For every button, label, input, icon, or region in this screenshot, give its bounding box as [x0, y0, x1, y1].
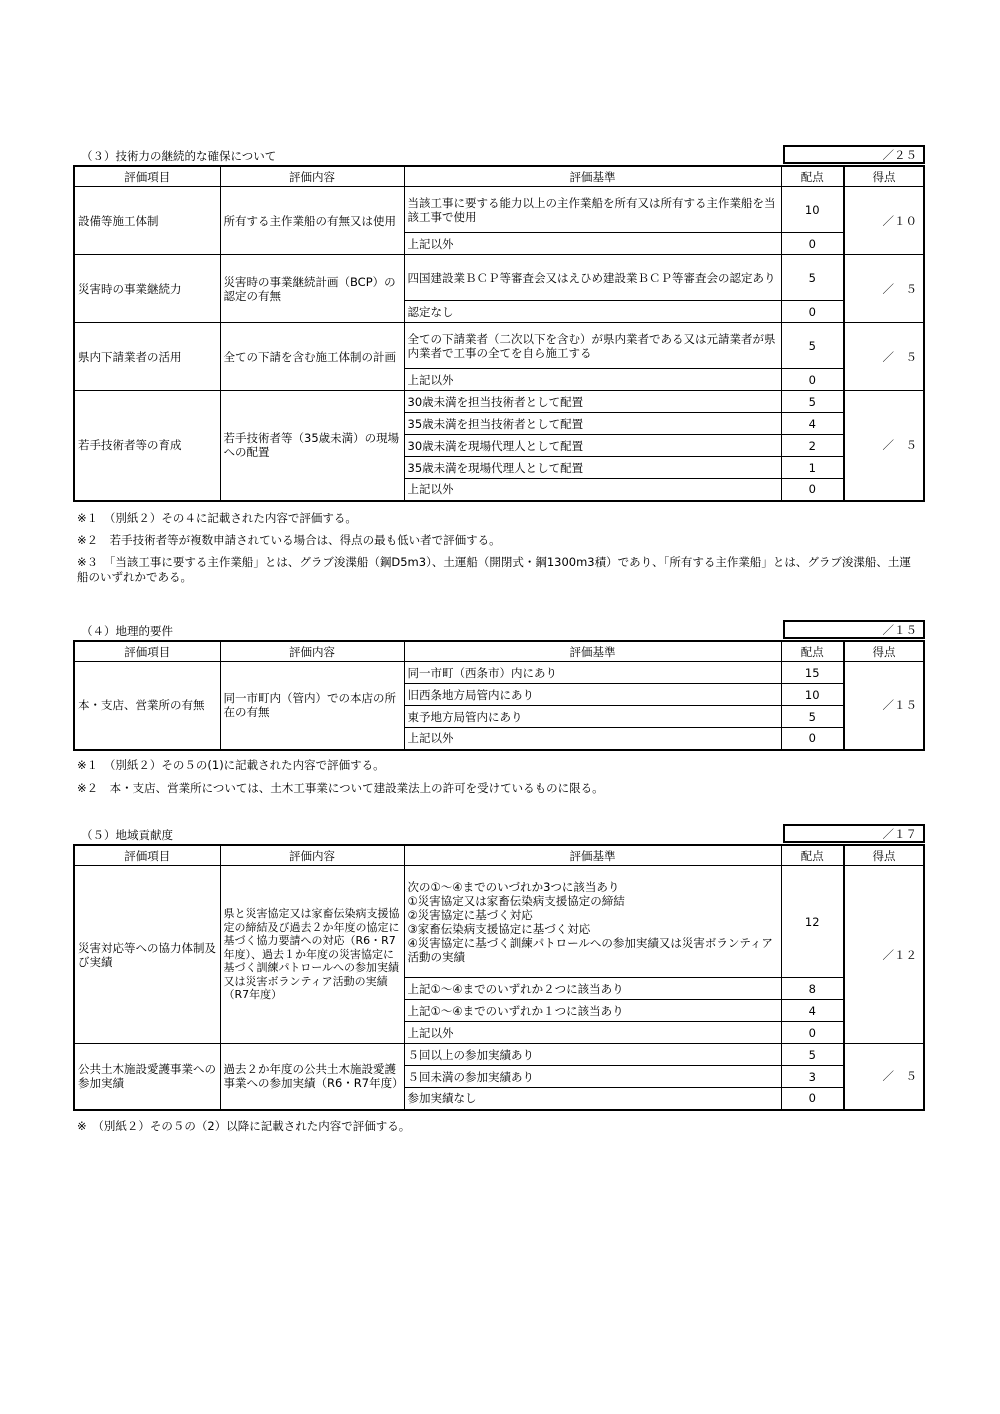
section-5-header	[73, 824, 925, 844]
header-item: 評価項目	[74, 641, 220, 662]
note: ※２ 本・支店、営業所については、土木工事業について建設業法上の許可を受けているものに限る。	[77, 781, 604, 795]
header-score: 得点	[844, 845, 924, 866]
section-4	[73, 620, 925, 751]
content-cell: 若手技術者等（35歳未満）の現場への配置	[220, 391, 404, 501]
evaluation-table	[73, 165, 925, 502]
criteria-cell: 東予地方局管内にあり	[404, 706, 781, 728]
points-cell: 5	[781, 323, 844, 369]
points-cell: 0	[781, 728, 844, 750]
section-5	[73, 824, 925, 1111]
points-cell: 10	[781, 187, 844, 233]
score-cell: ／１２	[844, 866, 924, 1044]
points-cell: 12	[781, 866, 844, 978]
header-points: 配点	[781, 641, 844, 662]
section-4-header	[73, 620, 925, 640]
header-criteria: 評価基準	[404, 166, 781, 187]
score-cell: ／ ５	[844, 323, 924, 391]
note: ※ （別紙２）その５の（2）以降に記載された内容で評価する。	[77, 1119, 411, 1133]
header-criteria: 評価基準	[404, 845, 781, 866]
criteria-cell: 30歳未満を担当技術者として配置	[404, 391, 781, 413]
points-cell: 1	[781, 457, 844, 479]
content-cell: 過去２か年度の公共土木施設愛護事業への参加実績（R6・R7年度）	[220, 1044, 404, 1110]
evaluation-table	[73, 844, 925, 1111]
points-cell: 0	[781, 369, 844, 391]
criteria-cell: 上記①～④までのいずれか２つに該当あり	[404, 978, 781, 1000]
header-content: 評価内容	[220, 166, 404, 187]
table-header-row	[74, 166, 924, 187]
note: ※１ （別紙２）その４に記載された内容で評価する。	[77, 511, 357, 525]
note: ※２ 若手技術者等が複数申請されている場合は、得点の最も低い者で評価する。	[77, 533, 501, 547]
item-cell: 県内下請業者の活用	[74, 323, 220, 391]
section-title: （４）地理的要件	[81, 624, 173, 638]
header-criteria: 評価基準	[404, 641, 781, 662]
section-title: （５）地域貢献度	[81, 828, 173, 842]
points-cell: 0	[781, 1088, 844, 1110]
criteria-cell: 参加実績なし	[404, 1088, 781, 1110]
criteria-cell: 上記以外	[404, 369, 781, 391]
points-cell: 3	[781, 1066, 844, 1088]
section-3-header	[73, 145, 925, 165]
table-row	[74, 1044, 924, 1066]
section-total: ／２５	[783, 145, 925, 164]
header-points: 配点	[781, 845, 844, 866]
section-total: ／１５	[783, 620, 925, 639]
points-cell: 4	[781, 1000, 844, 1022]
points-cell: 5	[781, 391, 844, 413]
item-cell: 本・支店、営業所の有無	[74, 662, 220, 750]
criteria-cell: 上記以外	[404, 1022, 781, 1044]
criteria-cell: 認定なし	[404, 301, 781, 323]
table-header-row	[74, 845, 924, 866]
points-cell: 0	[781, 301, 844, 323]
header-content: 評価内容	[220, 845, 404, 866]
points-cell: 5	[781, 1044, 844, 1066]
table-row	[74, 187, 924, 233]
table-row	[74, 255, 924, 301]
table-row	[74, 323, 924, 369]
content-cell: 同一市町内（管内）での本店の所在の有無	[220, 662, 404, 750]
criteria-cell: ５回未満の参加実績あり	[404, 1066, 781, 1088]
item-cell: 災害対応等への協力体制及び実績	[74, 866, 220, 1044]
score-cell: ／ ５	[844, 391, 924, 501]
points-cell: 15	[781, 662, 844, 684]
table-row	[74, 866, 924, 978]
content-cell: 県と災害協定又は家畜伝染病支援協定の締結及び過去２か年度の協定に基づく協力要請への対応（R6・R7年度）、過去１か年度の災害協定に基づく訓練パトロールへの参加実績又は災害ボランティア活動の実績（R7年度）	[220, 866, 404, 1044]
item-cell: 設備等施工体制	[74, 187, 220, 255]
criteria-cell: 上記以外	[404, 233, 781, 255]
item-cell: 公共土木施設愛護事業への参加実績	[74, 1044, 220, 1110]
criteria-cell: 35歳未満を現場代理人として配置	[404, 457, 781, 479]
section-title: （３）技術力の継続的な確保について	[81, 149, 277, 163]
table-row	[74, 391, 924, 413]
points-cell: 0	[781, 1022, 844, 1044]
points-cell: 2	[781, 435, 844, 457]
criteria-cell: 上記①～④までのいずれか１つに該当あり	[404, 1000, 781, 1022]
points-cell: 5	[781, 255, 844, 301]
criteria-cell: 次の①～④までのいづれか3つに該当あり ①災害協定又は家畜伝染病支援協定の締結 ②災害協定に基づく対応 ③家畜伝染病支援協定に基づく対応 ④災害協定に基づく訓練パトロールへの参加実績又は災害ボランティア活動の実績	[404, 866, 781, 978]
criteria-cell: 旧西条地方局管内にあり	[404, 684, 781, 706]
content-cell: 全ての下請を含む施工体制の計画	[220, 323, 404, 391]
section-3	[73, 145, 925, 502]
points-cell: 0	[781, 233, 844, 255]
content-cell: 災害時の事業継続計画（BCP）の認定の有無	[220, 255, 404, 323]
score-cell: ／１５	[844, 662, 924, 750]
criteria-cell: 当該工事に要する能力以上の主作業船を所有又は所有する主作業船を当該工事で使用	[404, 187, 781, 233]
content-cell: 所有する主作業船の有無又は使用	[220, 187, 404, 255]
note: ※３ 「当該工事に要する主作業船」とは、グラブ浚渫船（鋼D5m3）、土運船（開閉式・鋼1300m3積）であり、「所有する主作業船」とは、グラブ浚渫船、土運船のいずれかである。	[77, 555, 911, 584]
points-cell: 4	[781, 413, 844, 435]
criteria-cell: 上記以外	[404, 479, 781, 501]
points-cell: 5	[781, 706, 844, 728]
score-cell: ／１０	[844, 187, 924, 255]
item-cell: 若手技術者等の育成	[74, 391, 220, 501]
header-score: 得点	[844, 641, 924, 662]
points-cell: 10	[781, 684, 844, 706]
header-content: 評価内容	[220, 641, 404, 662]
score-cell: ／ ５	[844, 1044, 924, 1110]
evaluation-table	[73, 640, 925, 751]
criteria-cell: 30歳未満を現場代理人として配置	[404, 435, 781, 457]
header-score: 得点	[844, 166, 924, 187]
note: ※１ （別紙２）その５の(1)に記載された内容で評価する。	[77, 758, 385, 772]
criteria-cell: 四国建設業ＢＣＰ等審査会又はえひめ建設業ＢＣＰ等審査会の認定あり	[404, 255, 781, 301]
section-total: ／１７	[783, 824, 925, 843]
criteria-cell: 35歳未満を担当技術者として配置	[404, 413, 781, 435]
points-cell: 8	[781, 978, 844, 1000]
points-cell: 0	[781, 479, 844, 501]
header-points: 配点	[781, 166, 844, 187]
header-item: 評価項目	[74, 166, 220, 187]
criteria-cell: 上記以外	[404, 728, 781, 750]
criteria-cell: 同一市町（西条市）内にあり	[404, 662, 781, 684]
criteria-cell: ５回以上の参加実績あり	[404, 1044, 781, 1066]
table-row	[74, 662, 924, 684]
header-item: 評価項目	[74, 845, 220, 866]
item-cell: 災害時の事業継続力	[74, 255, 220, 323]
criteria-cell: 全ての下請業者（二次以下を含む）が県内業者である又は元請業者が県内業者で工事の全てを自ら施工する	[404, 323, 781, 369]
table-header-row	[74, 641, 924, 662]
score-cell: ／ ５	[844, 255, 924, 323]
